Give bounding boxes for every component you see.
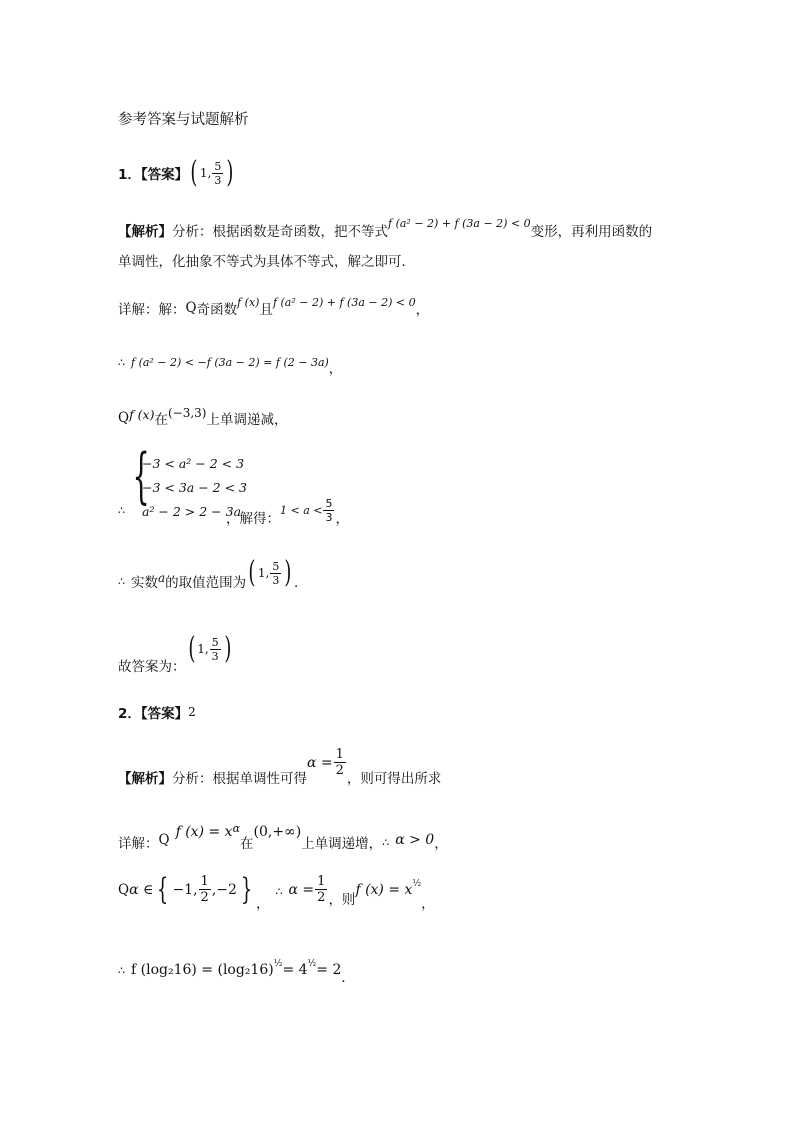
q1-answer-fraction: $\frac{5}{3}$: [214, 159, 222, 187]
q2-final-line: ∴ f (log₂16) = (log₂16) $^{\frac{1}{2}}$ = 4 $^{\frac{1}{2}}$ = 2 ．: [118, 959, 355, 986]
solve-fraction: $\frac{5}{3}$: [325, 497, 333, 524]
q2-detail-line: 详解： Q f (x) = x $^\alpha$ 在 (0,+∞) 上单调递增， ∴ α > 0 ，: [118, 821, 448, 852]
half-fraction: $\frac{1}{2}$: [335, 747, 344, 778]
system-row-1: −3 < a² − 2 < 3: [142, 456, 245, 471]
q1-analysis-line2: 单调性，化抽象不等式为具体不等式，解之即可．: [118, 254, 415, 270]
q2-set-line: Q α ∈ { −1, $\frac{1}{2}$ ,−2 } ， ∴ α = $\frac{1}{2}$ ，则 f (x) = x $^{\frac{1}{2}}$ ，: [118, 872, 435, 912]
q1-detail-line1: 详解：解： Q 奇函数 f (x) 且 f (a² − 2) + f (3a − 2) < 0 ，: [118, 295, 430, 318]
q1-detail-line2: ∴ f (a² − 2) < −f (3a − 2) = f (2 − 3a) ，: [118, 355, 343, 377]
q2-answer-line: 2．【答案】 2: [118, 705, 196, 722]
q1-detail-line3: Q f (x) 在 (−3,3) 上单调递减，: [118, 406, 288, 428]
q1-answer-left: 1,: [199, 166, 212, 180]
page-title: 参考答案与试题解析: [118, 112, 249, 128]
q1-label: 1．【答案】: [118, 167, 189, 183]
system-row-3: a² − 2 > 2 − 3a: [142, 504, 242, 519]
q1-analysis-prefix: 【解析】: [118, 224, 172, 240]
q1-answer-line: [118, 155, 236, 190]
q2-analysis-line: 【解析】 分析：根据单调性可得 α = $\frac{1}{2}$ ，则可得出所求: [118, 747, 442, 787]
q1-analysis-line1: 【解析】 分析：根据函数是奇函数，把不等式 f (a² − 2) + f (3a − 2) < 0 变形，再利用函数的: [118, 216, 653, 240]
q1-range-line: ∴ 实数 a 的取值范围为 ( 1, $\frac{5}{3}$ ) ．: [118, 555, 308, 591]
system-brace: {: [132, 441, 150, 511]
q1-answer-interval: ( 1, $\frac{5}{3}$ ): [190, 155, 234, 190]
system-row-2: −3 < 3a − 2 < 3: [142, 480, 247, 495]
q1-final-line: 故答案为： ( 1, $\frac{5}{3}$ ): [118, 631, 232, 675]
